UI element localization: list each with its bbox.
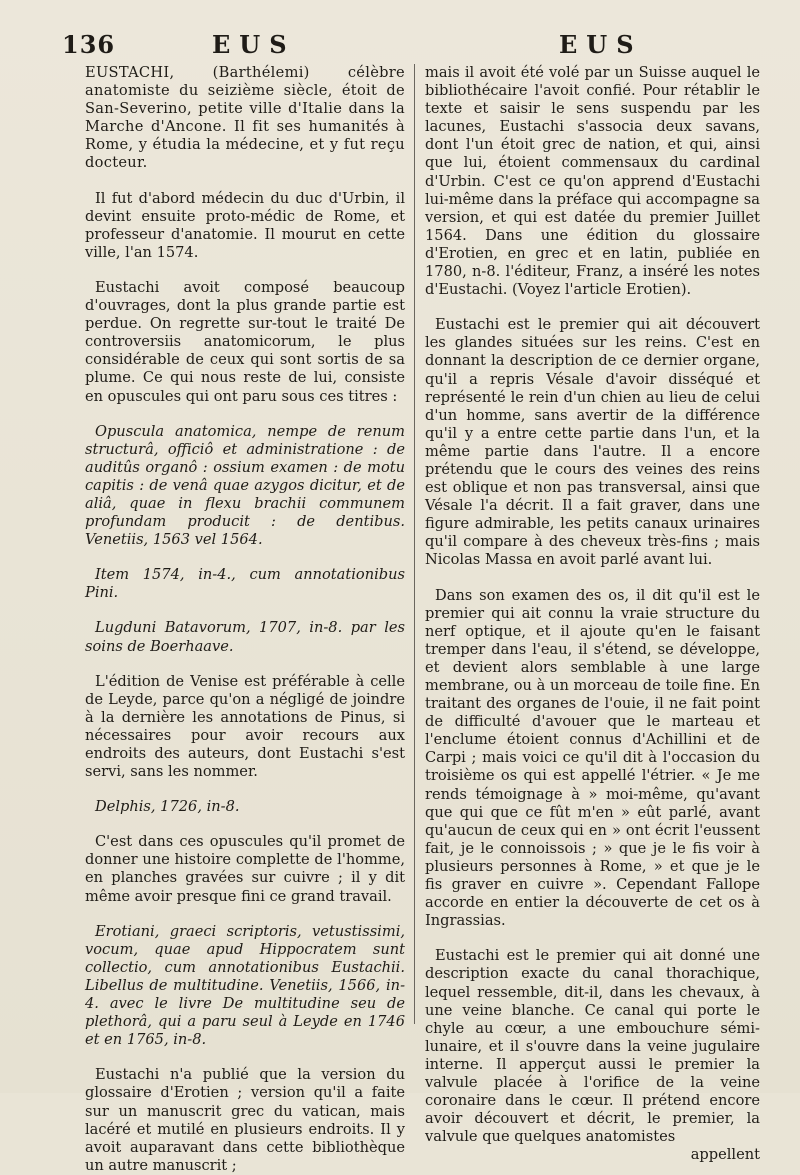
bibliography-entry: Lugduni Batavorum, 1707, in-8. par les soins de Boerhaave. [85, 619, 405, 655]
column-divider [414, 64, 415, 1024]
entry-paragraph: Il fut d'abord médecin du duc d'Urbin, il devint ensuite proto-médic de Rome, et professeur d'anatomie. Il mourut en cette ville, l'an 1574. [85, 189, 405, 261]
bibliography-entry: Item 1574, in-4., cum annotationibus Pini. [85, 566, 405, 602]
entry-paragraph: C'est dans ces opuscules qu'il promet de donner une histoire complette de l'homme, en planches gravées sur cuivre ; il y dit même avoir presque fini ce grand travail. [85, 833, 405, 905]
entry-paragraph: Dans son examen des os, il dit qu'il est le premier qui ait connu la vraie structure du nerf optique, et il ajoute qu'en le faisant tremper dans l'eau, il s'étend, se développe, et devient alors semblable à une large membrane, ou à un morceau de toile fine. En traitant des organes de l'ouie, il ne fait point de difficulté d'avouer que le marteau et l'enclume étoient connus d'Achillini et de Carpi ; mais voici ce qu'il dit à l'occasion du troisième os qui est appellé l'étrier. « Je me rends témoignage à » moi-même, qu'avant que qui que ce fût m'en » eût parlé, avant qu'aucun de ceux qui en » ont écrit l'eussent fait, je le connoissois ; » que je le fis voir à plusieurs personnes à Rome, » et que je le fis graver en cuivre ». Cependant Fallope accorde en entier la découverte de cet os à Ingrassias. [425, 586, 760, 930]
catchword: appellent [690, 1146, 760, 1164]
entry-paragraph: L'édition de Venise est préférable à celle de Leyde, parce qu'on a négligé de joindre à la dernière les annotations de Pinus, si nécessaires pour avoir recours aux endroits des auteurs, dont Eustachi s'est servi, sans les nommer. [85, 672, 405, 781]
page-header [0, 30, 800, 62]
bibliography-entry: Erotiani, graeci scriptoris, vetustissimi, vocum, quae apud Hippocratem sunt collectio, cum annotationibus Eustachii. Libellus de multitudine. Venetiis, 1566, in-4. avec le livre De multitudine seu de plethorâ, qui a paru seul à Leyde en 1746 et en 1765, in-8. [85, 922, 405, 1049]
left-column [85, 64, 405, 1175]
running-head-right: EUS [559, 30, 643, 59]
entry-paragraph: EUSTACHI, (Barthélemi) célèbre anatomiste du seizième siècle, étoit de San-Severino, petite ville d'Italie dans la Marche d'Ancone. Il fit ses humanités à Rome, y étudia la médecine, et y fut reçu docteur. [85, 64, 405, 172]
entry-paragraph: Eustachi est le premier qui ait donné une description exacte du canal thorachique, lequel ressemble, dit-il, dans les chevaux, à une veine blanche. Ce canal qui porte le chyle au cœur, a une embouchure sémi-lunaire, et il s'ouvre dans la veine jugulaire interne. Il apperçut aussi le premier la valvule placée à l'orifice de la veine coronaire dans le cœur. Il prétend encore avoir découvert et décrit, le premier, la valvule que quelques anatomistes [425, 947, 760, 1146]
entry-paragraph: Eustachi avoit composé beaucoup d'ouvrages, dont la plus grande partie est perdue. On regrette sur-tout le traité De controversiis anatomicorum, le plus considérable de ceux qui sont sortis de sa plume. Ce qui nous reste de lui, consiste en opuscules qui ont paru sous ces titres : [85, 278, 405, 405]
right-column [425, 64, 760, 1164]
bibliography-entry: Opuscula anatomica, nempe de renum structurâ, officiô et administratione : de auditûs organô : ossium examen : de motu capitis : de venâ quae azygos dicitur, et de aliâ, quae in flexu brachii communem profundam producit : de dentibus. Venetiis, 1563 vel 1564. [85, 422, 405, 549]
running-head-left: EUS [212, 30, 296, 59]
page-number: 136 [62, 30, 116, 59]
entry-paragraph: Eustachi n'a publié que la version du glossaire d'Erotien ; version qu'il a faite sur un manuscrit grec du vatican, mais lacéré et mutilé en plusieurs endroits. Il y avoit auparavant dans cette bibliothèque un autre manuscrit ; [85, 1066, 405, 1174]
entry-paragraph: mais il avoit été volé par un Suisse auquel le bibliothécaire l'avoit confié. Pour rétablir le texte et saisir le sens suspendu par les lacunes, Eustachi s'associa deux savans, dont l'un étoit grec de nation, et qui, ainsi que lui, étoient commensaux du cardinal d'Urbin. C'est ce qu'on apprend d'Eustachi lui-même dans la préface qui accompagne sa version, et qui est datée du premier Juillet 1564. Dans une édition du glossaire d'Erotien, en grec et en latin, publiée en 1780, n-8. l'éditeur, Franz, a inséré les notes d'Eustachi. (Voyez l'article Erotien). [425, 64, 760, 299]
entry-paragraph: Eustachi est le premier qui ait découvert les glandes situées sur les reins. C'est en donnant la description de ce dernier organe, qu'il a repris Vésale d'avoir disséqué et représenté le rein d'un chien au lieu de celui d'un homme, sans avertir de la différence qu'il y a entre cette partie dans l'un, et la même partie dans l'autre. Il a encore prétendu que le cours des veines des reins est oblique et non pas transversal, ainsi que Vésale l'a décrit. Il a fait graver, dans une figure admirable, les petits canaux urinaires qu'il compare à des cheveux très-fins ; mais Nicolas Massa en avoit parlé avant lui. [425, 316, 760, 569]
bibliography-entry: Delphis, 1726, in-8. [95, 798, 240, 816]
